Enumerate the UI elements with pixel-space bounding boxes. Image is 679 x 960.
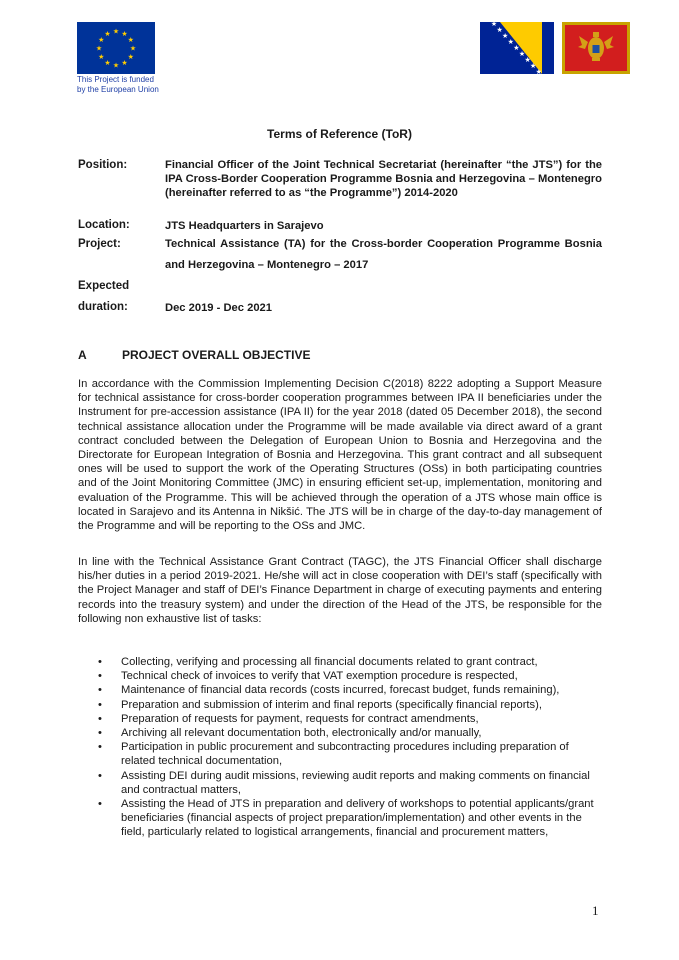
bullet-icon: •	[98, 698, 102, 711]
list-item	[98, 669, 602, 683]
bih-star-icon: ★	[496, 27, 503, 34]
document-title: Terms of Reference (ToR)	[267, 127, 412, 141]
section-title: PROJECT OVERALL OBJECTIVE	[122, 348, 311, 362]
eu-caption-line-1: This Project is funded	[77, 75, 154, 84]
location-label: Location:	[78, 219, 130, 231]
task-text: Preparation and submission of interim and final reports (specifically financial reports),	[121, 698, 542, 711]
task-text: Maintenance of financial data records (costs incurred, forecast budget, funds remaining),	[121, 684, 560, 697]
eu-star-icon: ★	[95, 45, 103, 53]
task-list	[98, 655, 602, 840]
task-text: Technical check of invoices to verify that VAT exemption procedure is respected,	[121, 670, 518, 683]
objective-paragraph-2: In line with the Technical Assistance Grant Contract (TAGC), the JTS Financial Officer shall discharge his/her duties in a period 2019-2021. He/she will act in close cooperation with DEI’s staff (specifically with the Project Manager and staff of DEI’s Finance Department in charge of executing payments and entering records into the treasury system) and under the direction of the Head of the JTS, be responsible for the following non exhaustive list of tasks:	[78, 556, 602, 625]
bullet-icon: •	[98, 712, 102, 725]
eu-star-icon: ★	[112, 62, 120, 70]
list-item	[98, 797, 602, 840]
task-text: Archiving all relevant documentation both, electronically and/or manually,	[121, 727, 482, 740]
eu-star-icon: ★	[121, 60, 128, 68]
bullet-icon: •	[98, 798, 102, 811]
position-value: Financial Officer of the Joint Technical Secretariat (hereinafter “the JTS”) for the IPA Cross-Border Cooperation Programme Bosnia and Herzegovina – Montenegro (hereinafter referred to as “the Programme”) 2014-2020	[165, 159, 602, 199]
eu-star-icon: ★	[112, 28, 120, 36]
project-value: Technical Assistance (TA) for the Cross-border Cooperation Programme Bosnia and Herzegovina – Montenegro – 2017	[165, 238, 602, 271]
page-number: 1	[592, 903, 599, 918]
list-item	[98, 726, 602, 740]
task-text: Collecting, verifying and processing all financial documents related to grant contract,	[121, 656, 538, 668]
task-text: Assisting the Head of JTS in preparation and delivery of workshops to potential applicants/grant beneficiaries (financial aspects of project preparation/implementation) and other events in the field, particularly related to logistical arrangements, financial and procurement matters,	[121, 798, 594, 839]
eu-caption-line-2: by the European Union	[77, 85, 159, 94]
bih-star-icon: ★	[507, 39, 514, 46]
list-item	[98, 712, 602, 726]
bullet-icon: •	[98, 670, 102, 683]
eu-star-icon: ★	[98, 54, 105, 61]
task-text: Assisting DEI during audit missions, reviewing audit reports and making comments on financial and contractual matters,	[121, 769, 590, 796]
objective-paragraph-1: In accordance with the Commission Implementing Decision C(2018) 8222 adopting a Support Measure for technical assistance for cross-border cooperation programmes between IPA II beneficiaries under the Instrument for pre-accession assistance (IPA II) for the year 2018 (dated 05 December 2018), the second technical assistance allocation under the Programme will be made available via direct award of a grant contract concluded between the Delegation of European Union to Bosnia and Herzegovina and the Directorate for European Integration of Bosnia and Herzegovina. This grant contract and all subsequent ones will be used to support the work of the Operating Structures (OSs) in both participating countries and of the Joint Monitoring Committee (JMC) in ensuring efficient set-up, implementation, monitoring and evaluation of the Programme. This will be achieved through the operation of a JTS whose main office is located in Sarajevo and its Antenna in Nikšić. The JTS will be in charge of the day-to-day management of the Programme and will be reporting to the OSs and JMC.	[78, 378, 602, 533]
list-item	[98, 655, 602, 669]
position-label: Position:	[78, 159, 128, 171]
eu-star-icon: ★	[121, 30, 128, 38]
duration-label-line-1: Expected	[78, 280, 130, 292]
bullet-icon: •	[98, 769, 102, 782]
eu-star-icon: ★	[129, 45, 137, 53]
list-item	[98, 769, 602, 797]
bih-star-icon: ★	[518, 51, 526, 58]
list-item	[98, 698, 602, 712]
project-label: Project:	[78, 238, 121, 250]
eu-flag-logo	[77, 22, 155, 74]
location-value: JTS Headquarters in Sarajevo	[165, 220, 324, 232]
montenegro-flag	[562, 22, 630, 74]
section-letter: A	[78, 348, 87, 362]
bullet-icon: •	[98, 684, 102, 697]
bih-star-icon: ★	[490, 22, 498, 28]
eu-star-icon: ★	[98, 37, 105, 44]
duration-value: Dec 2019 - Dec 2021	[165, 302, 272, 314]
task-text: Preparation of requests for payment, requests for contract amendments,	[121, 712, 479, 725]
eu-star-icon: ★	[104, 60, 111, 68]
eu-star-icon: ★	[127, 54, 134, 61]
list-item	[98, 740, 602, 768]
bosnia-herzegovina-flag	[480, 22, 554, 74]
task-text: Participation in public procurement and subcontracting procedures including preparation of related technical documentation,	[121, 741, 569, 768]
list-item	[98, 683, 602, 697]
bih-star-icon: ★	[513, 45, 520, 52]
duration-label-line-2: duration:	[78, 301, 128, 313]
bih-star-icon: ★	[530, 63, 537, 70]
bih-star-icon: ★	[502, 33, 509, 40]
eu-star-icon: ★	[104, 30, 111, 38]
bih-star-icon: ★	[524, 57, 531, 64]
eu-star-icon: ★	[127, 37, 134, 44]
bullet-icon: •	[98, 741, 102, 754]
bih-star-icon: ★	[535, 69, 542, 74]
bullet-icon: •	[98, 656, 102, 668]
bullet-icon: •	[98, 727, 102, 740]
eu-funding-caption	[77, 75, 187, 95]
